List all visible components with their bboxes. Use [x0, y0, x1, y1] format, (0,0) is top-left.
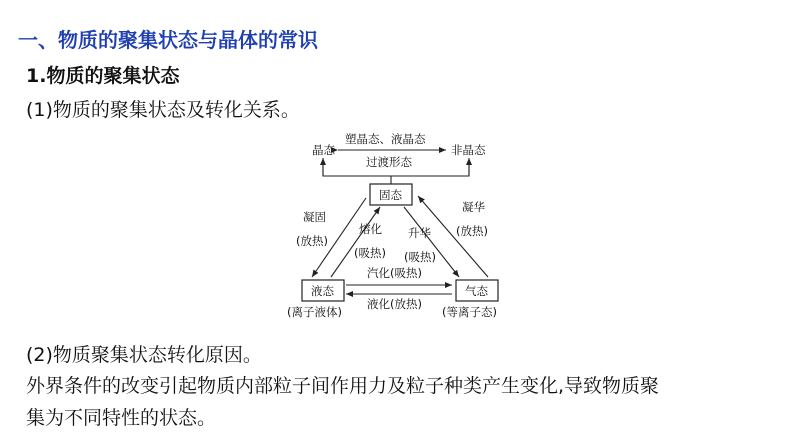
subheading: 1.物质的聚集状态 — [26, 65, 180, 87]
vaporize-label: 汽化(吸热) — [367, 266, 422, 280]
condense-label: 液化(放热) — [367, 297, 422, 311]
paragraph-line-1: 外界条件的改变引起物质内部粒子间作用力及粒子种类产生变化,导致物质聚 — [26, 375, 660, 397]
sublime-label: 升华 — [408, 226, 431, 240]
solid-label: 固态 — [379, 188, 402, 202]
section-heading: 一、物质的聚集状态与晶体的常识 — [18, 28, 318, 52]
sublime-heat-label: (吸热) — [404, 250, 436, 264]
noncrystal-label: 非晶态 — [451, 143, 486, 157]
melt-label: 熔化 — [359, 222, 382, 236]
liquid-sub-label: (离子液体) — [287, 305, 342, 319]
paragraph-line-2: 集为不同特性的状态。 — [26, 407, 217, 429]
deposit-label: 凝华 — [462, 200, 485, 214]
item-2-text: (2)物质聚集状态转化原因。 — [26, 344, 262, 366]
gas-label: 气态 — [465, 284, 488, 298]
deposit-heat-label: (放热) — [456, 224, 488, 238]
item-1-text: (1)物质的聚集状态及转化关系。 — [26, 99, 300, 121]
crystal-label: 晶态 — [312, 143, 335, 157]
liquid-label: 液态 — [311, 284, 334, 298]
gas-sub-label: (等离子态) — [442, 305, 497, 319]
solidify-heat-label: (放热) — [296, 234, 328, 248]
solidify-label: 凝固 — [303, 210, 326, 224]
transition-form-label: 过渡形态 — [366, 155, 412, 169]
intermediate-forms-label: 塑晶态、液晶态 — [345, 132, 426, 146]
melt-heat-label: (吸热) — [354, 246, 386, 260]
